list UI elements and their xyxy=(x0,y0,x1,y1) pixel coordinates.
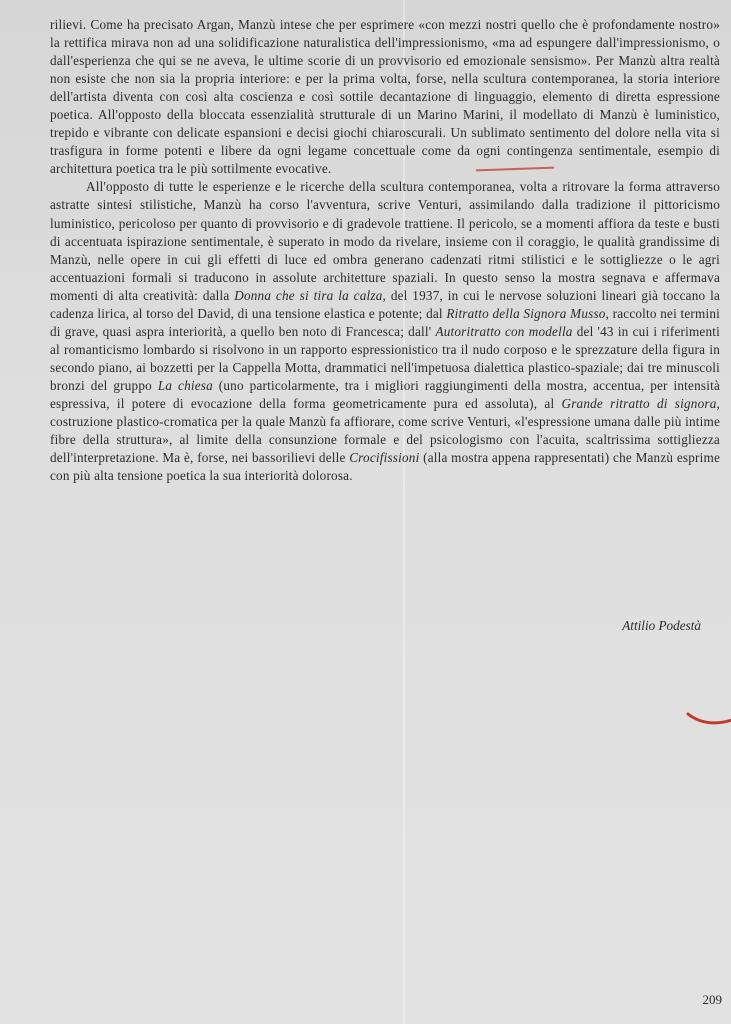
page-number: 209 xyxy=(702,992,722,1007)
artwork-title: Ritratto della Signora Musso xyxy=(446,305,606,321)
text-run: (alla mostra appena rappresentati) che Manzù esprime con più alta tensione poetica la sua interiorità dolorosa. xyxy=(50,450,720,484)
text-run: , costruzione plastico-cromatica per la quale Manzù fa affiorare, come scrive Venturi, «l'espressione umana dalle più intime fibre della struttura», al limite della consunzione formale e del psicologismo con l'acuita, scaltrissima sottigliezza dell'interpretazione. Ma è, forse, nei bassorilievi delle xyxy=(50,395,720,466)
paragraph-1-text: rilievi. Come ha precisato Argan, Manzù intese che per esprimere «con mezzi nostri quello che è profondamente nostro» la rettifica mirava non ad una solidificazione naturalistica dell'impressionismo, «ma ad espungere dall'impressionismo, o dall'esperienza che qui se ne aveva, le ultime scorie di un provvisorio ed emozionale sensismo». Per Manzù altra realtà non esiste che non sia la propria interiore: e per la prima volta, forse, nella scultura contemporanea, la storia interiore dell'artista diventa con così alta coscienza e così sottile decantazione di linguaggio, elemento di diretta espressione poetica. All'opposto della bloccata essenzialità strutturale di un Marino Marini, il modellato di Manzù è luministico, trepido e vibrante con delicate espansioni e decisi giochi chiaroscurali. Un sublimato sentimento del dolore nella vita si trasfigura in forme potenti e libere da ogni legame concettuale come da ogni contingenza sentimentale, esempio di architettura poetica tra le più sottilmente evocative. xyxy=(50,17,720,177)
text-run: All'opposto di tutte le esperienze e le ricerche della scultura contemporanea, volta a ritrovare la forma attraverso astratte sintesi stilistiche, Manzù ha corso l'avventura, scrive Venturi, assimilando dalla tradizione il pittoricismo luministico, pericoloso per quanto di provvisorio e di gradevole trattiene. Il pericolo, se a momenti affiora da teste e busti di accentuata ispirazione sentimentale, è superato in modo da rivelare, insieme con il coraggio, le qualità grandissime di Manzù, nelle opere in cui gli effetti di luce ed ombra generano cadenzati ritmi stilistici e le sottigliezze o le agri accentuazioni formali si traducono in assolute architetture spaziali. In questo senso la mostra segnava e affermava momenti di alta creatività: dalla xyxy=(50,179,720,303)
text-run: , raccolto nei termini di grave, quasi aspra interiorità, a quello ben noto di Francesca; dall' xyxy=(50,305,720,339)
text-run: , del 1937, in cui le nervose soluzioni lineari già toccano la cadenza lirica, al torso del David, di una tensione elastica e potente; dal xyxy=(50,287,721,321)
text-run: del '43 in cui i riferimenti al romanticismo lombardo si risolvono in un rapporto espressionistico tra il nudo corposo e le sprezzature della figura in secondo piano, ai bozzetti per la Cappella Motta, drammatici nell'impetuosa dialettica plastico-spaziale; dai tre minuscoli bronzi del gruppo xyxy=(50,323,720,393)
red-pen-mark xyxy=(686,706,731,726)
author-signature: Attilio Podestà xyxy=(622,618,701,633)
artwork-title: Grande ritratto di signora xyxy=(561,395,717,411)
artwork-title: Crocifissioni xyxy=(349,450,420,466)
article-body xyxy=(50,16,720,485)
paragraph-1 xyxy=(50,16,720,178)
artwork-title: Donna che si tira la calza xyxy=(234,287,383,303)
text-run: (uno particolarmente, tra i migliori raggiungimenti della mostra, accentua, per intensità espressiva, il potere di evocazione della forma geometricamente pura ed assoluta), al xyxy=(50,377,721,411)
artwork-title: La chiesa xyxy=(157,377,213,393)
artwork-title: Autoritratto con modella xyxy=(435,323,573,339)
paragraph-2 xyxy=(50,178,720,485)
